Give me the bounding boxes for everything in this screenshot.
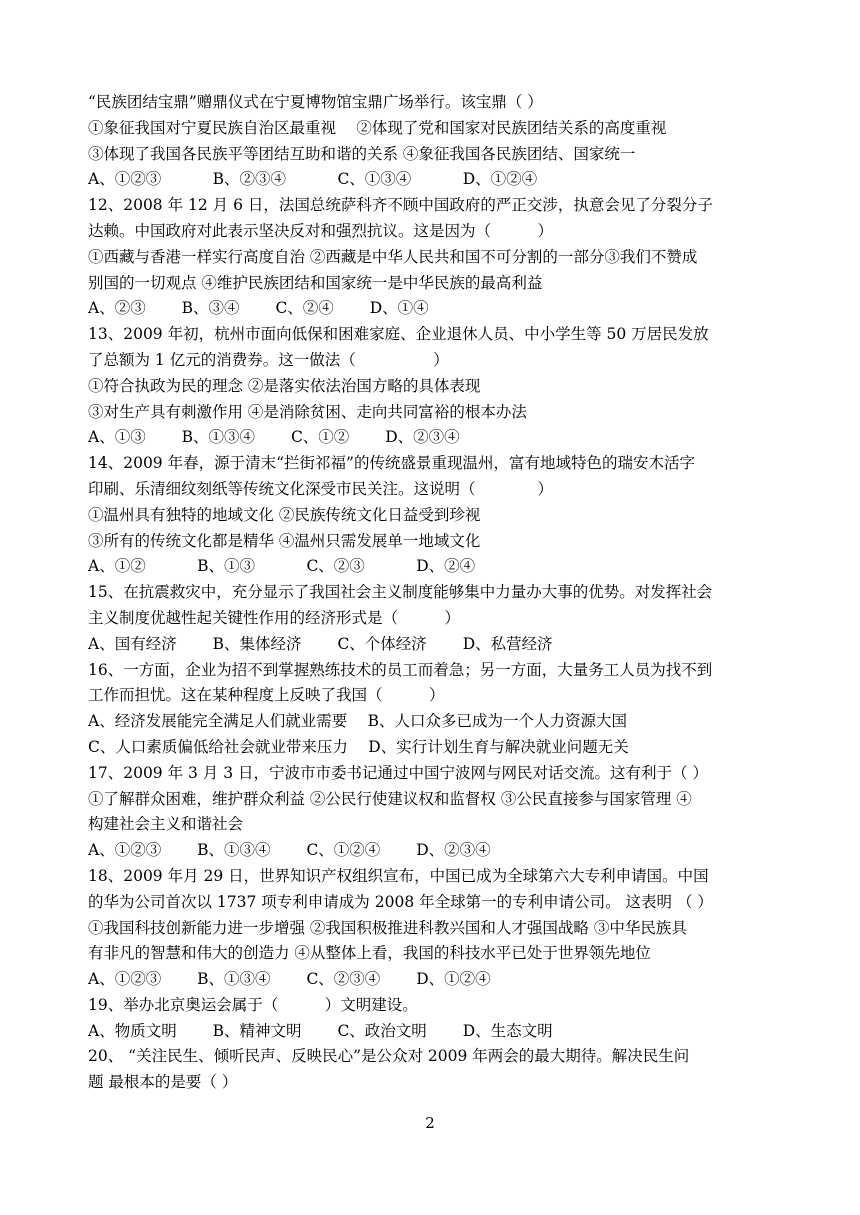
document-body bbox=[88, 90, 780, 1096]
text-line: ①我国科技创新能力进一步增强 ②我国积极推进科教兴国和人才强国战略 ③中华民族具 bbox=[88, 918, 687, 937]
text-line: 15、在抗震救灾中，充分显示了我国社会主义制度能够集中力量办大事的优势。对发挥社会 bbox=[88, 583, 713, 602]
text-line: 16、一方面，企业为招不到掌握熟练技术的员工而着急；另一方面，大量务工人员为找不到 bbox=[88, 660, 713, 679]
text-line: 19、举办北京奥运会属于（ ）文明建设。 bbox=[88, 995, 418, 1014]
text-line: ③所有的传统文化都是精华 ④温州只需发展单一地域文化 bbox=[88, 531, 481, 550]
text-line: 构建社会主义和谐社会 bbox=[88, 815, 244, 834]
text-line: ①符合执政为民的理念 ②是落实依法治国方略的具体表现 bbox=[88, 376, 481, 395]
text-line: 有非凡的智慧和伟大的创造力 ④从整体上看，我国的科技水平已处于世界领先地位 bbox=[88, 944, 651, 963]
text-line: 的华为公司首次以 1737 项专利申请成为 2008 年全球第一的专利申请公司。 这表明 （ ） bbox=[88, 892, 713, 911]
text-line: 印刷、乐清细纹刻纸等传统文化深受市民关注。这说明（ ） bbox=[88, 479, 554, 498]
text-line: A、①②③ B、①③④ C、②③④ D、①②④ bbox=[88, 970, 491, 989]
text-line: 了总额为 1 亿元的消费券。这一做法（ ） bbox=[88, 350, 449, 369]
text-line: ①象征我国对宁夏民族自治区最重视 ②体现了党和国家对民族团结关系的高度重视 bbox=[88, 118, 667, 137]
text-line: 18、2009 年月 29 日，世界知识产权组织宣布，中国已成为全球第六大专利申请国。中国 bbox=[88, 866, 709, 885]
text-line: 13、2009 年初，杭州市面向低保和困难家庭、企业退休人员、中小学生等 50 万居民发放 bbox=[88, 325, 709, 344]
text-line: A、物质文明 B、精神文明 C、政治文明 D、生态文明 bbox=[88, 1021, 553, 1040]
page-number: 2 bbox=[425, 1114, 435, 1132]
text-line: A、国有经济 B、集体经济 C、个体经济 D、私营经济 bbox=[88, 634, 553, 653]
text-line: A、①②③ B、①③④ C、①②④ D、②③④ bbox=[88, 841, 491, 860]
text-line: C、人口素质偏低给社会就业带来压力 D、实行计划生育与解决就业问题无关 bbox=[88, 737, 629, 756]
text-line: A、②③ B、③④ C、②④ D、①④ bbox=[88, 299, 429, 318]
text-line: 14、2009 年春，源于清末“拦街祁福”的传统盛景重现温州，富有地域特色的瑞安木活字 bbox=[88, 454, 695, 473]
text-line: 主义制度优越性起关键性作用的经济形式是（ ） bbox=[88, 608, 461, 627]
text-line: ③对生产具有刺激作用 ④是消除贫困、走向共同富裕的根本办法 bbox=[88, 402, 527, 421]
text-line: 题 最根本的是要（ ） bbox=[88, 1073, 238, 1092]
text-line: 17、2009 年 3 月 3 日，宁波市市委书记通过中国宁波网与网民对话交流。这有利于（ ） bbox=[88, 763, 708, 782]
text-line: ①温州具有独特的地域文化 ②民族传统文化日益受到珍视 bbox=[88, 505, 481, 524]
text-line: 工作而担忧。这在某种程度上反映了我国（ ） bbox=[88, 686, 445, 705]
text-line: 20、 “关注民生、倾听民声、反映民心”是公众对 2009 年两会的最大期待。解决民生问 bbox=[88, 1047, 690, 1066]
text-line: ①西藏与香港一样实行高度自治 ②西藏是中华人民共和国不可分割的一部分③我们不赞成 bbox=[88, 247, 698, 266]
text-line: ③体现了我国各民族平等团结互助和谐的关系 ④象征我国各民族团结、国家统一 bbox=[88, 144, 636, 163]
text-line: ①了解群众困难，维护群众利益 ②公民行使建议权和监督权 ③公民直接参与国家管理 ④ bbox=[88, 789, 692, 808]
text-line: A、经济发展能完全满足人们就业需要 B、人口众多已成为一个人力资源大国 bbox=[88, 712, 628, 731]
text-line: “民族团结宝鼎”赠鼎仪式在宁夏博物馆宝鼎广场举行。该宝鼎（ ） bbox=[88, 93, 543, 111]
text-line: 12、2008 年 12 月 6 日，法国总统萨科齐不顾中国政府的严正交涉，执意会见了分裂分子 bbox=[88, 196, 713, 215]
text-line: 达赖。中国政府对此表示坚决反对和强烈抗议。这是因为（ ） bbox=[88, 221, 554, 240]
text-line: 别国的一切观点 ④维护民族团结和国家统一是中华民族的最高利益 bbox=[88, 273, 543, 292]
text-line: A、①③ B、①③④ C、①② D、②③④ bbox=[88, 428, 460, 447]
text-line: A、①②③ B、②③④ C、①③④ D、①②④ bbox=[88, 170, 538, 189]
text-line: A、①② B、①③ C、②③ D、②④ bbox=[88, 557, 476, 576]
